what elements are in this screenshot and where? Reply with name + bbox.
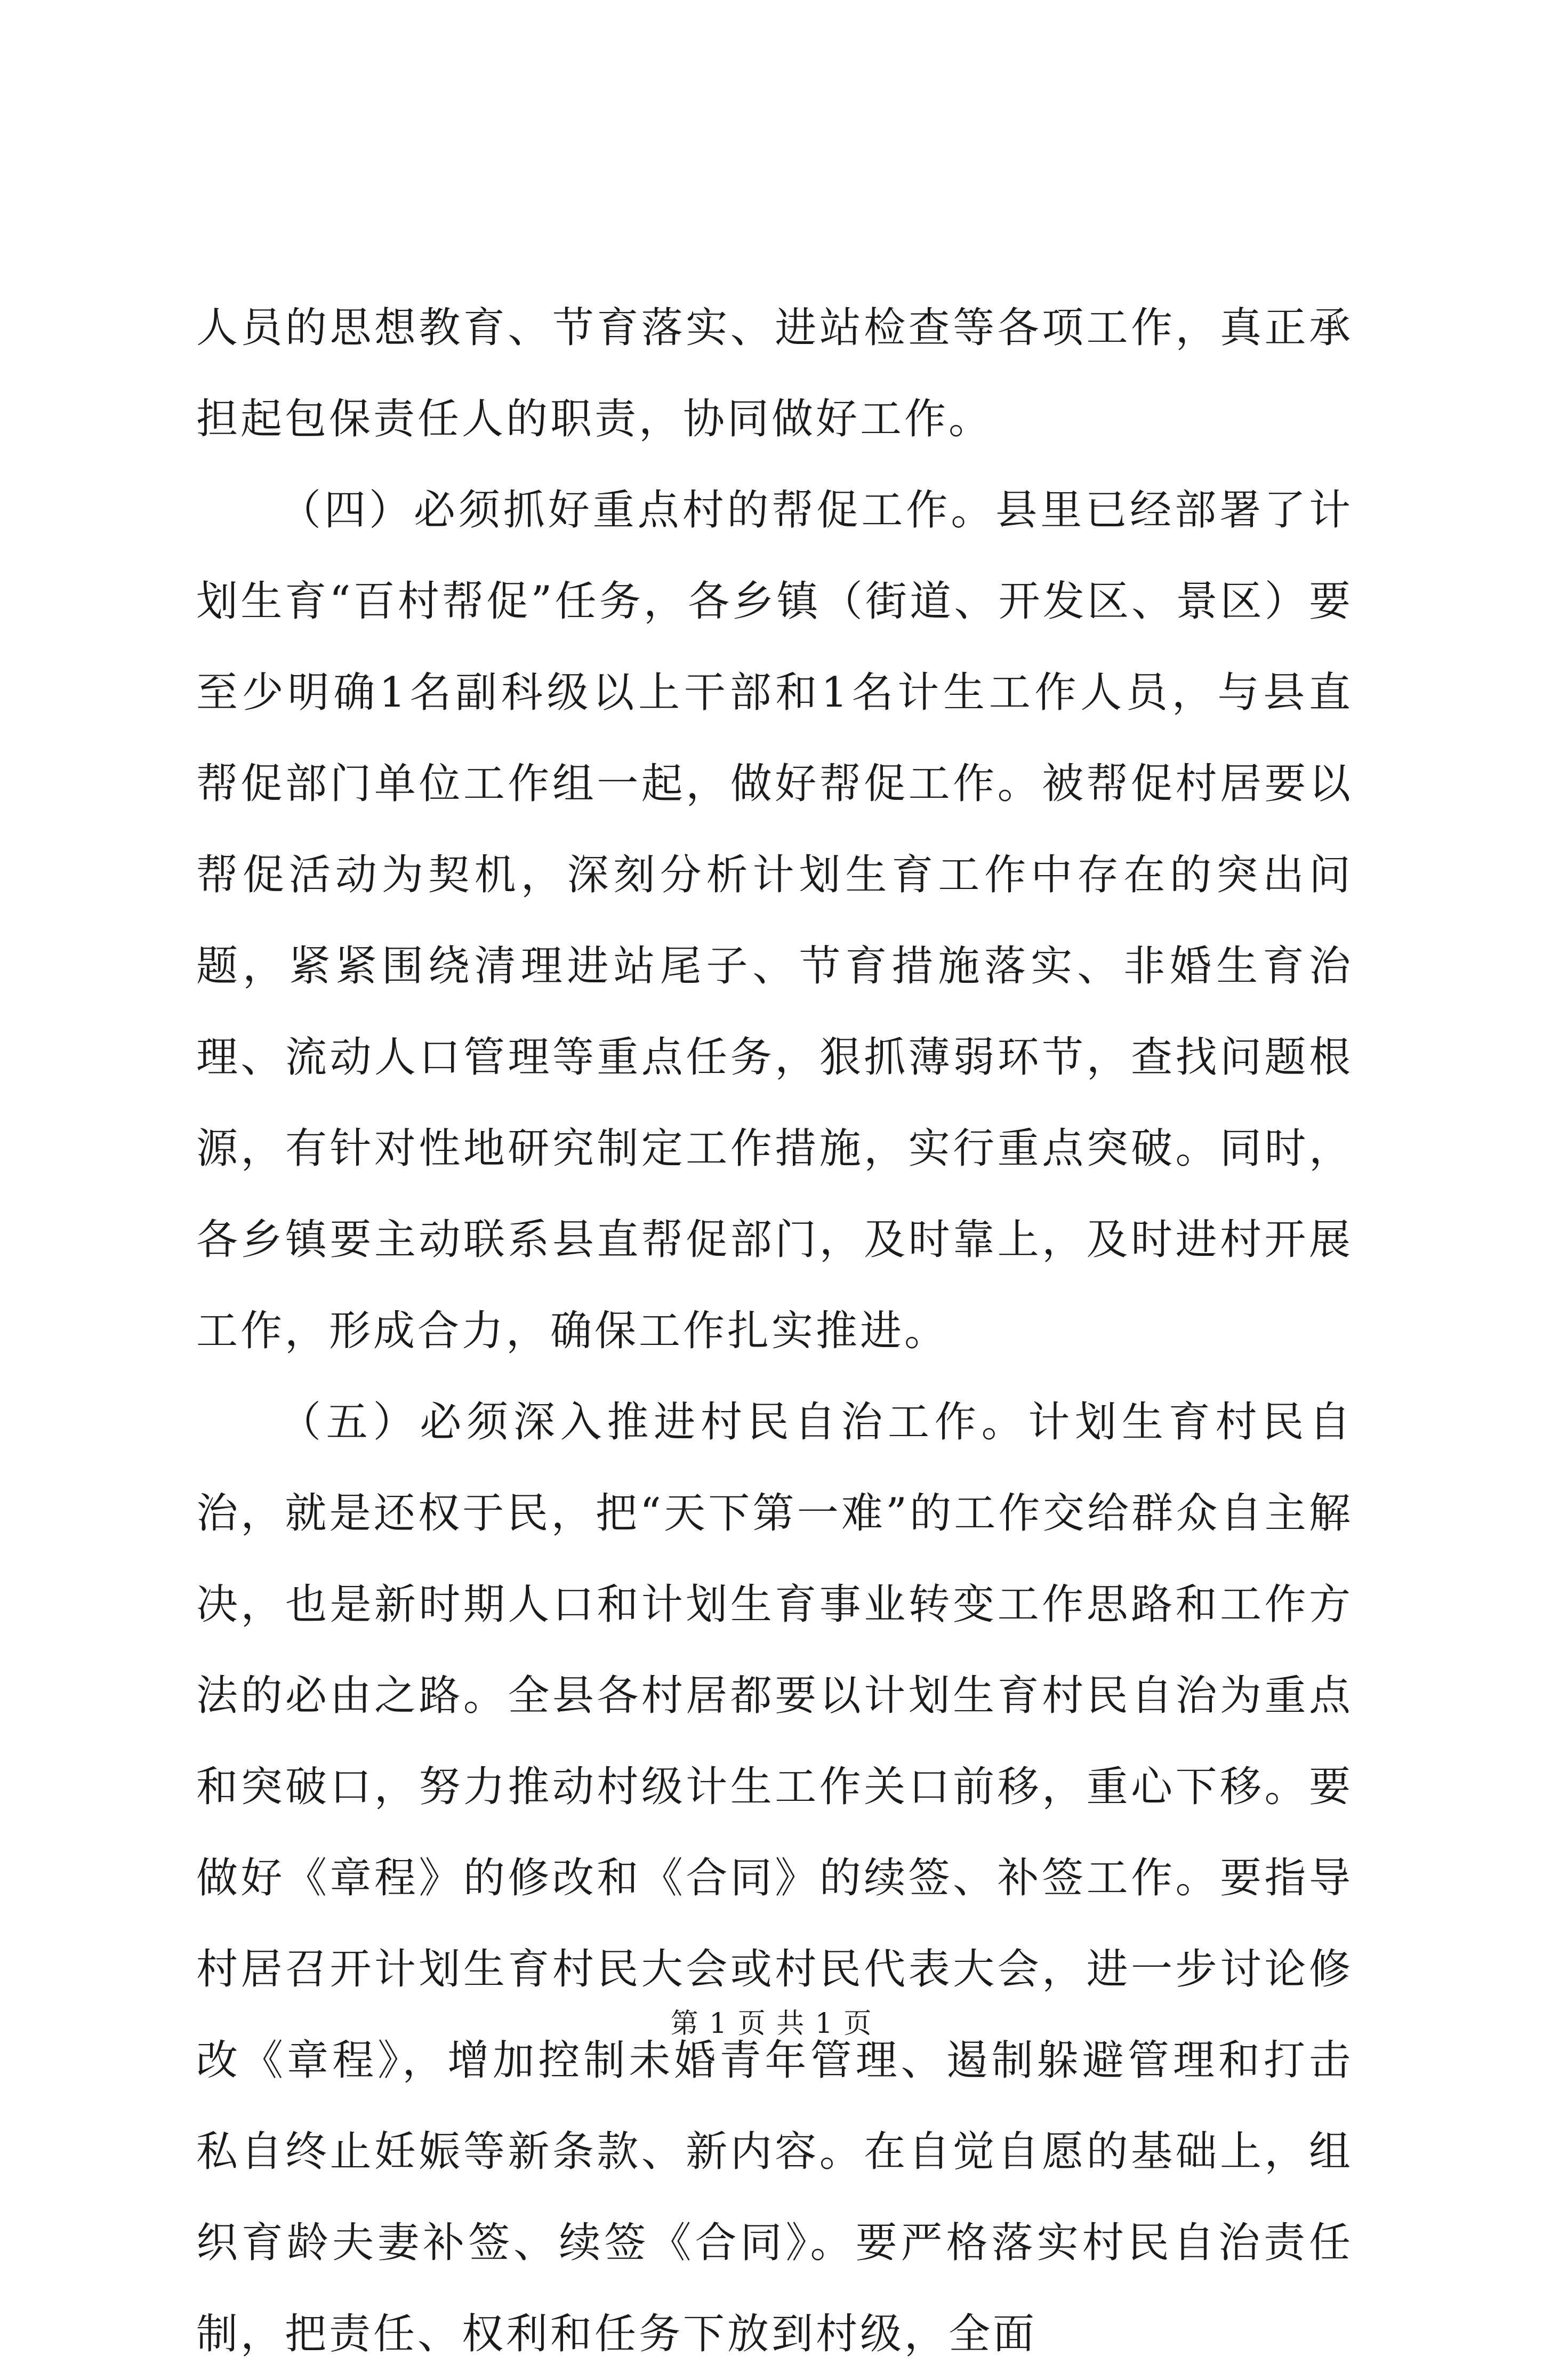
paragraph-continuation: 人员的思想教育、节育落实、进站检查等各项工作，真正承担起包保责任人的职责，协同做好工作。 (196, 304, 1353, 443)
document-body (196, 283, 1353, 2380)
page-number-footer: 第 1 页 共 1 页 (670, 2008, 873, 2040)
paragraph-section-four: （四）必须抓好重点村的帮促工作。县里已经部署了计划生育“百村帮促”任务，各乡镇（街道、开发区、景区）要至少明确1名副科级以上干部和1名计生工作人员，与县直帮促部门单位工作组一起，做好帮促工作。被帮促村居要以帮促活动为契机，深刻分析计划生育工作中存在的突出问题，紧紧围绕清理进站尾子、节育措施落实、非婚生育治理、流动人口管理等重点任务，狠抓薄弱环节，查找问题根源，有针对性地研究制定工作措施，实行重点突破。同时，各乡镇要主动联系县直帮促部门，及时靠上，及时进村开展工作，形成合力，确保工作扎实推进。 (196, 486, 1353, 1355)
paragraph-section-five: （五）必须深入推进村民自治工作。计划生育村民自治，就是还权于民，把“天下第一难”的工作交给群众自主解决，也是新时期人口和计划生育事业转变工作思路和工作方法的必由之路。全县各村居都要以计划生育村民自治为重点和突破口，努力推动村级计生工作关口前移，重心下移。要做好《章程》的修改和《合同》的续签、补签工作。要指导村居召开计划生育村民大会或村民代表大会，进一步讨论修改《章程》，增加控制未婚青年管理、遏制躲避管理和打击私自终止妊娠等新条款、新内容。在自觉自愿的基础上，组织育龄夫妻补签、续签《合同》。要严格落实村民自治责任制，把责任、权利和任务下放到村级，全面 (196, 1398, 1353, 2358)
